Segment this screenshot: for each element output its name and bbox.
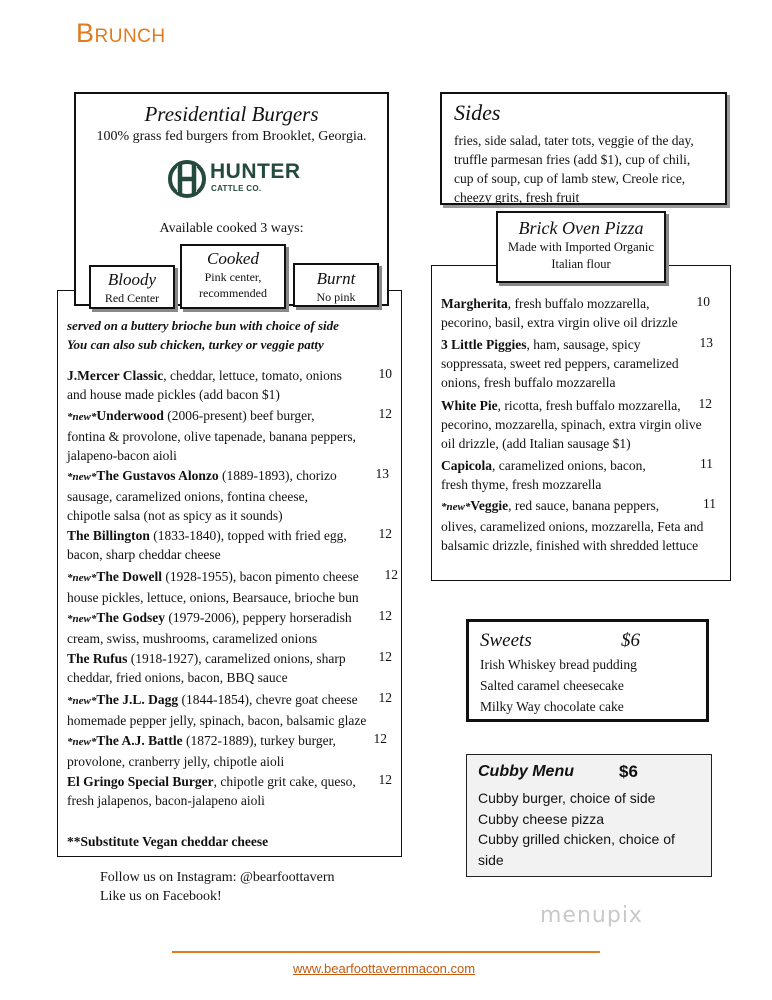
menu-item-elgringo — [67, 772, 377, 810]
item-name: The Rufus — [67, 651, 128, 666]
item-name: The J.L. Dagg — [96, 692, 179, 707]
item-price: 12 — [378, 406, 392, 421]
item-desc: fresh thyme, fresh mozzarella — [441, 477, 602, 492]
item-name: 3 Little Piggies — [441, 337, 527, 352]
sides-line: cheezy grits, fresh fruit — [454, 190, 580, 205]
cook-desc: Pink center, recommended — [199, 270, 267, 300]
burgers-intro — [67, 316, 397, 354]
cook-name: Bloody — [107, 270, 157, 289]
burgers-subtitle: 100% grass fed burgers from Brooklet, Georgia. — [96, 129, 367, 144]
item-price: 12 — [378, 526, 392, 541]
sides-box — [440, 92, 727, 205]
item-price: 11 — [703, 496, 716, 511]
pizza-sub: Italian flour — [551, 257, 611, 271]
menu-item-godsey — [67, 608, 377, 648]
item-desc: provolone, cranberry jelly, chipotle aioli — [67, 754, 285, 769]
sides-list — [454, 131, 722, 207]
sweets-title: Sweets — [480, 630, 532, 651]
sides-line: fries, side salad, tater tots, veggie of the day, — [454, 133, 694, 148]
item-price: 12 — [698, 396, 712, 411]
new-tag: *new* — [67, 695, 97, 707]
item-desc: pecorino, mozzarella, spinach, extra virgin olive — [441, 417, 702, 432]
sweets-box — [466, 619, 709, 722]
cubby-list — [478, 788, 703, 870]
cook-desc: No pink — [316, 290, 356, 304]
pizza-title: Brick Oven Pizza — [518, 218, 644, 238]
cook-option-cooked — [180, 244, 286, 309]
item-price: 10 — [378, 366, 392, 381]
sweets-item: Salted caramel cheesecake — [480, 678, 624, 693]
new-tag: *new* — [67, 613, 97, 625]
new-tag: *new* — [67, 411, 97, 423]
item-desc: onions, fresh buffalo mozzarella — [441, 375, 616, 390]
item-price: 11 — [700, 456, 713, 471]
item-desc: , chipotle grit cake, queso, — [213, 774, 356, 789]
cubby-line: side — [478, 851, 504, 868]
item-desc: chipotle salsa (not as spicy as it sounds) — [67, 508, 283, 523]
item-name: The Billington — [67, 528, 150, 543]
item-desc: (1918-1927), caramelized onions, sharp — [127, 651, 346, 666]
item-desc: bacon, sharp cheddar cheese — [67, 547, 221, 562]
item-desc: (1928-1955), bacon pimento cheese — [161, 569, 359, 584]
menu-item-dowell — [67, 567, 383, 607]
item-price: 12 — [373, 731, 387, 746]
item-name: The Gustavos Alonzo — [96, 468, 219, 483]
item-price: 12 — [378, 608, 392, 623]
item-price: 12 — [384, 567, 398, 582]
menu-item-underwood — [67, 406, 377, 465]
item-name: The Godsey — [96, 610, 165, 625]
watermark: menupix — [540, 903, 643, 928]
item-name: Margherita — [441, 296, 508, 311]
cubby-line: Cubby grilled chicken, choice of — [478, 831, 675, 847]
menu-item-ajbattle — [67, 731, 377, 771]
item-desc: olives, caramelized onions, mozzarella, Feta and — [441, 519, 704, 534]
instagram-line: Follow us on Instagram: @bearfoottavern — [100, 870, 335, 885]
hunter-cattle-logo — [168, 156, 301, 202]
cook-desc: Red Center — [104, 291, 160, 305]
item-desc: fontina & provolone, olive tapenade, banana peppers, — [67, 429, 357, 444]
social-links — [100, 868, 335, 906]
menu-item-billington — [67, 526, 377, 564]
facebook-line: Like us on Facebook! — [100, 889, 222, 904]
item-name: The Dowell — [96, 569, 162, 584]
item-desc: house pickles, lettuce, onions, Bearsauce, brioche bun — [67, 590, 359, 605]
item-desc: sausage, caramelized onions, fontina cheese, — [67, 489, 309, 504]
item-desc: and house made pickles (add bacon $1) — [67, 387, 280, 402]
item-price: 12 — [378, 649, 392, 664]
item-desc: (1872-1889), turkey burger, — [182, 733, 336, 748]
footer-website-link[interactable]: www.bearfoottavernmacon.com — [293, 961, 476, 976]
item-price: 13 — [375, 466, 389, 481]
item-desc: cream, swiss, mushrooms, caramelized onions — [67, 631, 318, 646]
item-desc: jalapeno-bacon aioli — [67, 448, 177, 463]
item-desc: , ricotta, fresh buffalo mozzarella, — [497, 398, 681, 413]
menu-item-jldagg — [67, 690, 383, 730]
pizza-item-capicola — [441, 456, 711, 494]
cook-name: Cooked — [207, 249, 259, 268]
item-desc: oil drizzle, (add Italian sausage $1) — [441, 436, 631, 451]
item-price: 12 — [378, 772, 392, 787]
menu-item-gustavos — [67, 466, 377, 525]
item-name: J.Mercer Classic — [67, 368, 164, 383]
cubby-line: Cubby burger, choice of side — [478, 790, 656, 806]
item-desc: , caramelized onions, bacon, — [492, 458, 646, 473]
logo-name: HUNTER — [210, 160, 301, 183]
new-tag: *new* — [67, 471, 97, 483]
cubby-price: $6 — [619, 762, 638, 781]
item-desc: balsamic drizzle, finished with shredded lettuce — [441, 538, 699, 553]
cook-name: Burnt — [316, 269, 356, 288]
menu-item-jmercer — [67, 366, 377, 404]
item-desc: , cheddar, lettuce, tomato, onions — [163, 368, 342, 383]
cattle-brand-icon — [168, 156, 208, 202]
vegan-note: **Substitute Vegan cheddar cheese — [67, 834, 269, 849]
item-desc: fresh jalapenos, bacon-jalapeno aioli — [67, 793, 265, 808]
item-desc: (1833-1840), topped with fried egg, — [149, 528, 347, 543]
cubby-title: Cubby Menu — [478, 763, 574, 780]
cubby-line: Cubby cheese pizza — [478, 810, 605, 827]
item-desc: (1979-2006), peppery horseradish — [164, 610, 352, 625]
item-desc: homemade pepper jelly, spinach, bacon, balsamic glaze — [67, 713, 367, 728]
item-desc: , fresh buffalo mozzarella, — [507, 296, 650, 311]
page-heading: Brunch — [76, 18, 166, 48]
item-desc: , red sauce, banana peppers, — [508, 498, 660, 513]
sides-line: truffle parmesan fries (add $1), cup of chili, — [454, 152, 691, 167]
sides-title: Sides — [454, 100, 501, 125]
sweets-item: Milky Way chocolate cake — [480, 699, 624, 714]
item-desc: soppressata, sweet red peppers, caramelized — [441, 356, 679, 371]
item-desc: cheddar, fried onions, bacon, BBQ sauce — [67, 670, 288, 685]
item-price: 12 — [378, 690, 392, 705]
sweets-item: Irish Whiskey bread pudding — [480, 657, 637, 672]
item-desc: pecorino, basil, extra virgin olive oil drizzle — [441, 315, 678, 330]
pizza-title-box — [496, 211, 666, 283]
item-name: The A.J. Battle — [96, 733, 183, 748]
item-price: 10 — [696, 294, 710, 309]
item-desc: (2006-present) beef burger, — [163, 408, 315, 423]
new-tag: *new* — [67, 736, 97, 748]
pizza-item-margherita — [441, 294, 711, 332]
item-price: 13 — [699, 335, 713, 350]
intro-line: served on a buttery brioche bun with choice of side — [67, 318, 339, 333]
cook-ways-label: Available cooked 3 ways: — [159, 221, 304, 236]
cook-option-burnt — [293, 263, 379, 307]
menu-item-rufus — [67, 649, 377, 687]
item-desc: (1889-1893), chorizo — [218, 468, 337, 483]
item-name: Capicola — [441, 458, 493, 473]
new-tag: *new* — [67, 572, 97, 584]
item-name: El Gringo Special Burger — [67, 774, 214, 789]
pizza-sub: Made with Imported Organic — [508, 240, 654, 254]
item-name: White Pie — [441, 398, 498, 413]
item-name: Underwood — [96, 408, 164, 423]
item-desc: , ham, sausage, spicy — [526, 337, 641, 352]
new-tag: *new* — [441, 501, 471, 513]
logo-sub: CATTLE CO. — [211, 184, 262, 193]
cubby-menu-box — [466, 754, 712, 877]
item-name: Veggie — [470, 498, 509, 513]
footer-divider — [172, 951, 600, 953]
pizza-item-piggies — [441, 335, 711, 392]
sides-line: cup of soup, cup of lamb stew, Creole rice, — [454, 171, 686, 186]
cook-option-bloody — [89, 265, 175, 309]
item-desc: (1844-1854), chevre goat cheese — [178, 692, 358, 707]
burgers-title: Presidential Burgers — [144, 102, 319, 126]
sweets-price: $6 — [621, 630, 640, 651]
intro-line: You can also sub chicken, turkey or veggie patty — [67, 337, 324, 352]
